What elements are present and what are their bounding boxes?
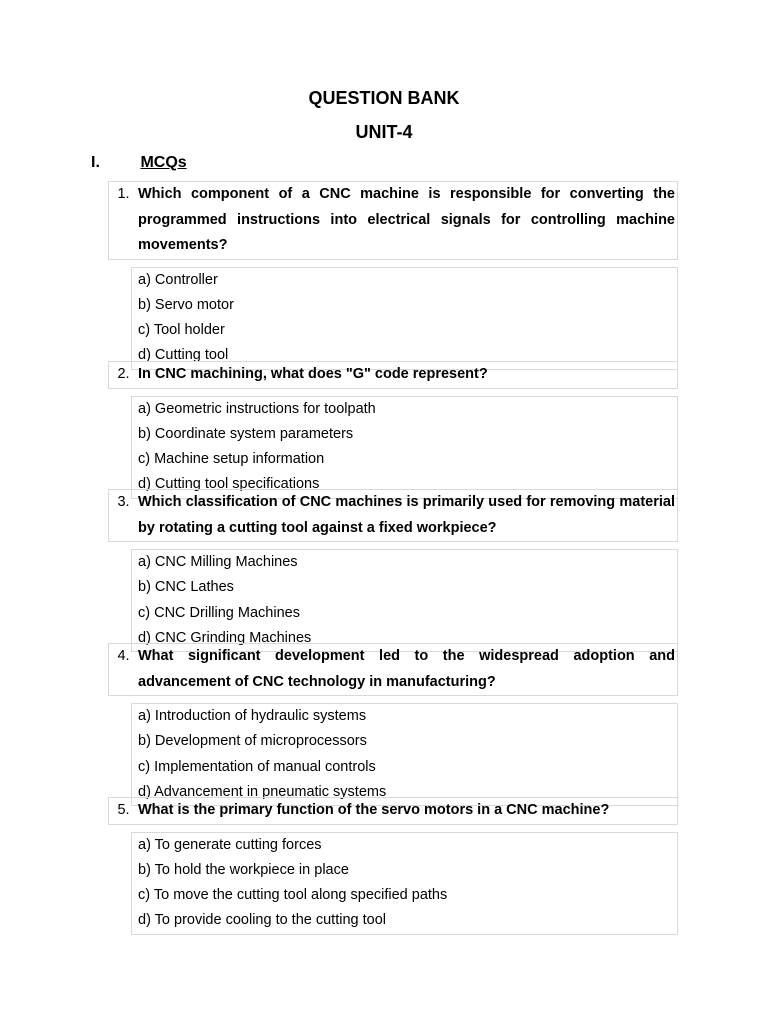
question-box [108, 797, 678, 825]
options-box [131, 832, 678, 935]
question-text: What significant development led to the widespread adoption and advancement of CNC technology in manufacturing? [138, 648, 675, 690]
option-c: c) Machine setup information [138, 451, 325, 468]
question-number: 2. [117, 366, 130, 382]
options-box [131, 396, 678, 499]
option-b: b) To hold the workpiece in place [138, 861, 349, 878]
question-number: 4. [117, 648, 130, 664]
option-d: d) Cutting tool specifications [138, 476, 320, 493]
question-number: 5. [117, 802, 130, 818]
option-d: d) Cutting tool [138, 347, 229, 364]
question-number: 3. [117, 494, 130, 510]
question-block [108, 643, 678, 806]
option-b: b) CNC Lathes [138, 579, 234, 596]
options-box [131, 267, 678, 370]
section-heading [91, 154, 187, 172]
option-a: a) CNC Milling Machines [138, 554, 298, 570]
option-c: c) CNC Drilling Machines [138, 604, 300, 621]
option-c: c) To move the cutting tool along specified paths [138, 887, 448, 904]
option-b: b) Servo motor [138, 296, 234, 313]
option-d: d) To provide cooling to the cutting tool [138, 912, 387, 929]
question-text: In CNC machining, what does "G" code represent? [138, 366, 488, 382]
option-b: b) Development of microprocessors [138, 733, 367, 750]
question-number: 1. [117, 186, 130, 202]
question-block [108, 361, 678, 499]
question-block [108, 489, 678, 652]
section-title: MCQs [140, 154, 187, 171]
unit-heading: UNIT-4 [355, 122, 413, 142]
section-number: I. [91, 154, 100, 171]
question-text: What is the primary function of the servo motors in a CNC machine? [138, 802, 610, 818]
option-a: a) Geometric instructions for toolpath [138, 400, 376, 417]
question-box [108, 361, 678, 389]
option-d: d) CNC Grinding Machines [138, 629, 312, 646]
question-text: Which component of a CNC machine is responsible for converting the programmed instructions into electrical signals for controlling machine movements? [138, 186, 675, 253]
page-title: QUESTION BANK [308, 88, 460, 108]
question-box [108, 643, 678, 696]
option-a: a) Controller [138, 271, 218, 288]
options-box [131, 703, 678, 806]
question-text: Which classification of CNC machines is primarily used for removing material by rotating a cutting tool against a fixed workpiece? [138, 494, 675, 536]
question-box [108, 181, 678, 260]
question-block [108, 797, 678, 935]
option-d: d) Advancement in pneumatic systems [138, 783, 387, 800]
question-block [108, 181, 678, 370]
question-box [108, 489, 678, 542]
option-a: a) Introduction of hydraulic systems [138, 708, 367, 724]
option-a: a) To generate cutting forces [138, 836, 322, 853]
option-c: c) Tool holder [138, 322, 225, 339]
option-b: b) Coordinate system parameters [138, 425, 354, 442]
option-c: c) Implementation of manual controls [138, 758, 376, 775]
options-box [131, 549, 678, 652]
